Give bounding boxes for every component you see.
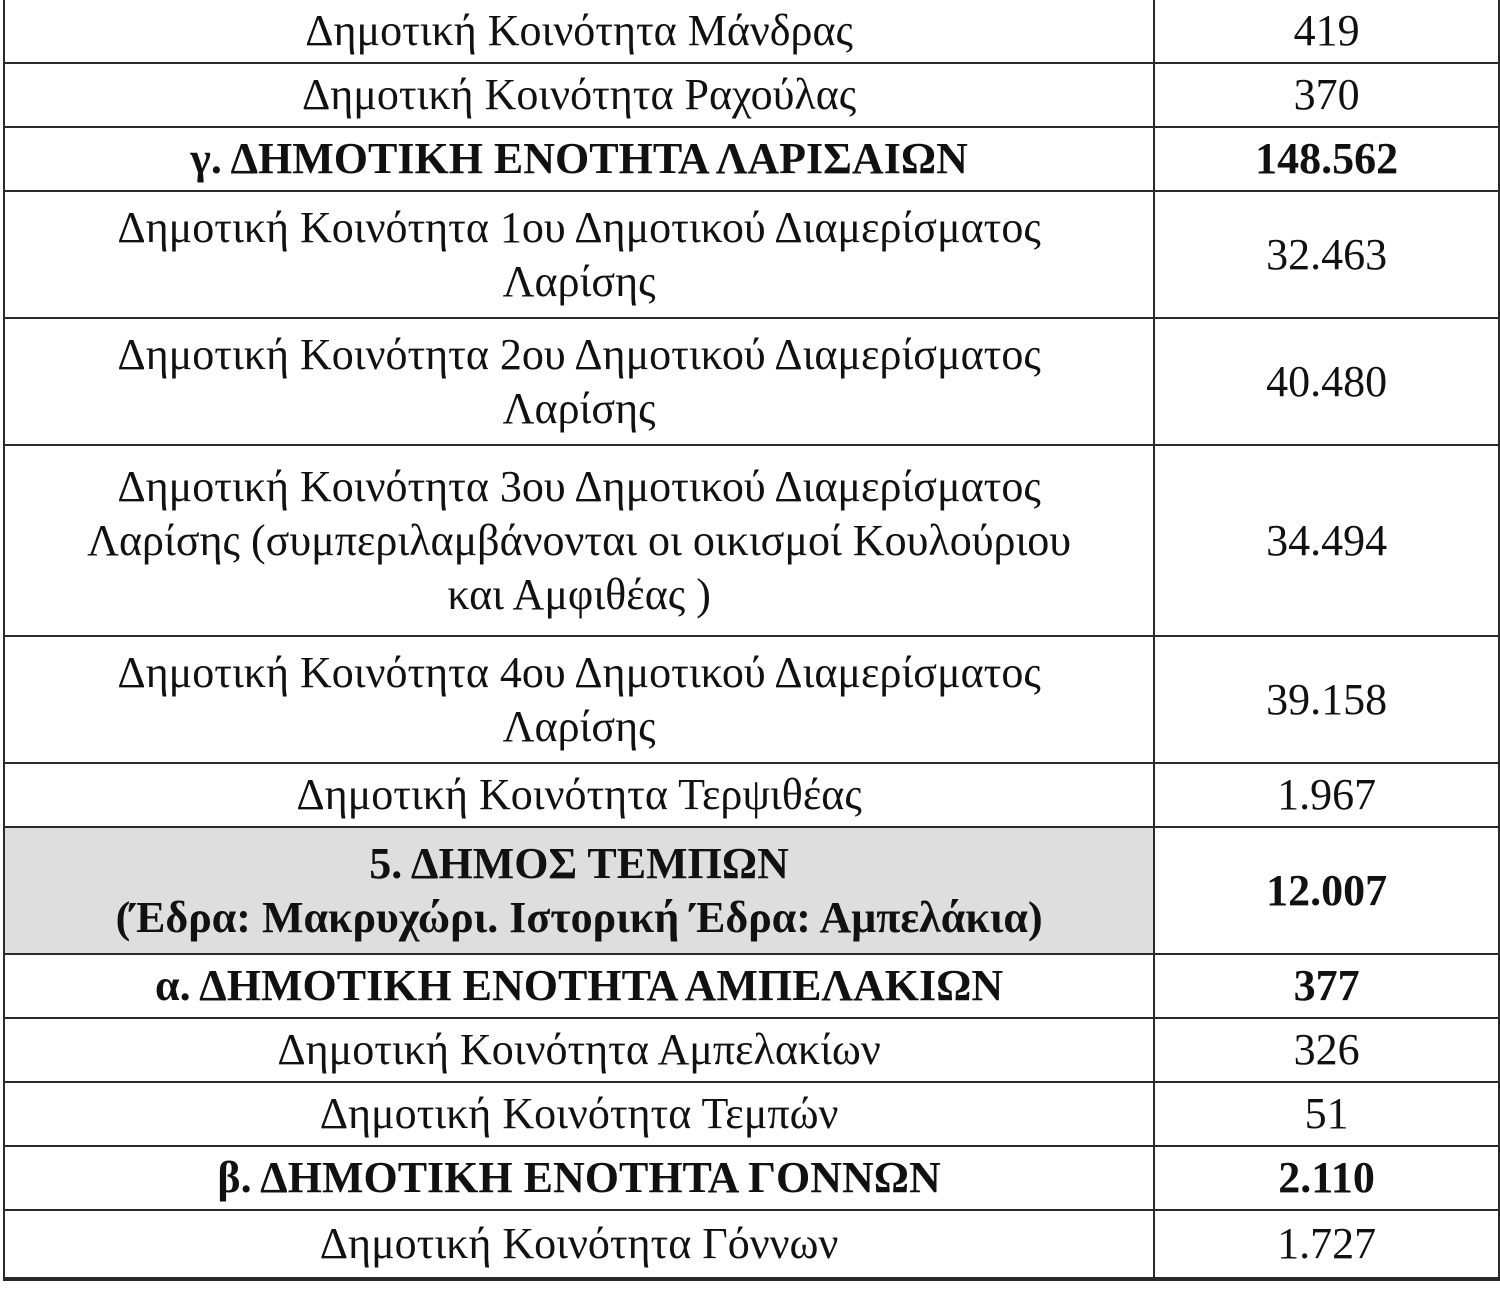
community-name-line: Λαρίσης (συμπεριλαμβάνονται οι οικισμοί Κουλούριου [87, 515, 1072, 565]
population-value-cell: 40.480 [1154, 318, 1499, 445]
community-name-cell [4, 1082, 1154, 1146]
community-name-line: Δημοτική Κοινότητα Γόννων [319, 1219, 839, 1268]
municipal-unit-name-cell [4, 127, 1154, 191]
municipal-unit-name-cell [4, 1146, 1154, 1210]
population-value-cell: 370 [1154, 63, 1499, 127]
municipal-unit-row [4, 1146, 1499, 1210]
community-name-line: Δημοτική Κοινότητα Μάνδρας [305, 6, 853, 55]
community-name-cell [4, 445, 1154, 636]
table-row [4, 318, 1499, 445]
community-name-line: Δημοτική Κοινότητα 3ου Δημοτικού Διαμερίσματος [117, 461, 1041, 511]
population-value-cell: 326 [1154, 1018, 1499, 1082]
table-row [4, 763, 1499, 827]
population-value-cell: 419 [1154, 0, 1499, 63]
municipality-seat-line: (Έδρα: Μακρυχώρι. Ιστορική Έδρα: Αμπελάκια) [115, 892, 1043, 942]
community-name-cell [4, 636, 1154, 763]
population-value-cell: 39.158 [1154, 636, 1499, 763]
community-name-line: Δημοτική Κοινότητα Αμπελακίων [277, 1025, 881, 1074]
table-row [4, 445, 1499, 636]
municipality-row [4, 827, 1499, 954]
community-name-line: Δημοτική Κοινότητα Ραχούλας [301, 70, 857, 119]
population-table-body [4, 0, 1499, 1279]
municipality-total-cell: 12.007 [1154, 827, 1499, 954]
community-name-cell [4, 0, 1154, 63]
community-name-line: και Αμφιθέας ) [447, 569, 711, 619]
community-name-line: Δημοτική Κοινότητα 1ου Δημοτικού Διαμερίσματος [117, 202, 1041, 252]
table-row [4, 191, 1499, 318]
community-name-cell [4, 191, 1154, 318]
municipality-name-cell [4, 827, 1154, 954]
municipal-unit-name-line: α. ΔΗΜΟΤΙΚΗ ΕΝΟΤΗΤΑ ΑΜΠΕΛΑΚΙΩΝ [155, 961, 1004, 1010]
population-value-cell: 51 [1154, 1082, 1499, 1146]
community-name-cell [4, 318, 1154, 445]
table-row [4, 0, 1499, 63]
community-name-line: Δημοτική Κοινότητα Τεμπών [319, 1089, 839, 1138]
municipal-unit-row [4, 127, 1499, 191]
municipal-unit-name-cell [4, 954, 1154, 1018]
community-name-line: Δημοτική Κοινότητα 4ου Δημοτικού Διαμερίσματος [117, 647, 1041, 697]
community-name-line: Δημοτική Κοινότητα Τερψιθέας [296, 770, 862, 819]
community-name-line: Λαρίσης [502, 701, 656, 751]
population-value-cell: 34.494 [1154, 445, 1499, 636]
community-name-line: Λαρίσης [502, 383, 656, 433]
population-value-cell: 1.727 [1154, 1210, 1499, 1279]
table-row [4, 1210, 1499, 1279]
community-name-cell [4, 763, 1154, 827]
table-row [4, 63, 1499, 127]
municipal-unit-row [4, 954, 1499, 1018]
population-value-cell: 32.463 [1154, 191, 1499, 318]
municipality-name-line: 5. ΔΗΜΟΣ ΤΕΜΠΩΝ [369, 838, 789, 888]
community-name-cell [4, 1018, 1154, 1082]
municipal-unit-total-cell: 377 [1154, 954, 1499, 1018]
community-name-line: Λαρίσης [502, 256, 656, 306]
community-name-cell [4, 1210, 1154, 1279]
municipal-unit-name-line: β. ΔΗΜΟΤΙΚΗ ΕΝΟΤΗΤΑ ΓΟΝΝΩΝ [217, 1153, 941, 1202]
municipal-unit-total-cell: 2.110 [1154, 1146, 1499, 1210]
community-name-line: Δημοτική Κοινότητα 2ου Δημοτικού Διαμερίσματος [117, 329, 1041, 379]
municipal-unit-name-line: γ. ΔΗΜΟΤΙΚΗ ΕΝΟΤΗΤΑ ΛΑΡΙΣΑΙΩΝ [190, 134, 968, 183]
municipal-unit-total-cell: 148.562 [1154, 127, 1499, 191]
table-row [4, 1018, 1499, 1082]
table-row [4, 1082, 1499, 1146]
table-row [4, 636, 1499, 763]
population-table [3, 0, 1500, 1281]
population-value-cell: 1.967 [1154, 763, 1499, 827]
community-name-cell [4, 63, 1154, 127]
